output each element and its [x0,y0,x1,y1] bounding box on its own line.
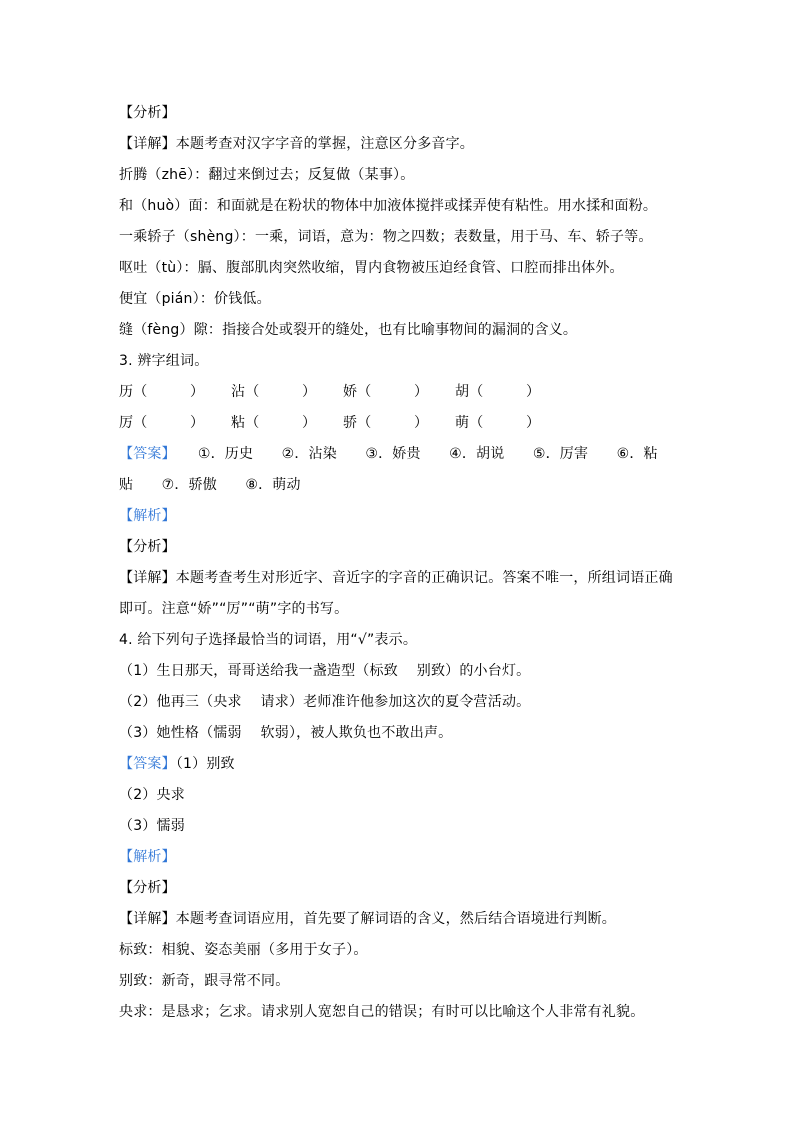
content-area [119,101,679,1031]
q2-analysis-heading: 【分析】 [119,105,176,121]
q4-answer-3: （3）懦弱 [119,818,185,834]
q2-line-5: 便宜（pián）：价钱低。 [119,291,271,307]
q4-def-1: 标致：相貌、姿态美丽（多用于女子）。 [119,942,368,958]
jiexi-label: 【解析】 [119,508,176,524]
q4-def-3: 央求：是恳求；乞求。请求别人宽恕自己的错误；有时可以比喻这个人非常有礼貌。 [119,1004,645,1020]
q2-line-6: 缝（fèng）隙：指接合处或裂开的缝处，也有比喻事物间的漏洞的含义。 [119,322,578,338]
q3-row1-item: 沾（ ） [231,384,317,400]
q3-row1-item: 胡（ ） [455,384,541,400]
q3-row2-item: 萌（ ） [455,415,541,431]
q4-sentence-3: （3）她性格（懦弱 软弱），被人欺负也不敢出声。 [119,725,453,741]
q3-row2-item: 粘（ ） [231,415,317,431]
q3-row1-item: 娇（ ） [343,384,429,400]
q3-row-1 [119,380,679,411]
q2-line-2: 和（huò）面：和面就是在粉状的物体中加液体搅拌或揉弄使有粘性。用水揉和面粉。 [119,198,658,214]
q2-detail: 【详解】本题考查对汉字字音的掌握，注意区分多音字。 [119,136,474,152]
q3-answer [119,442,679,473]
q3-answer-text: ①．历史 ②．沾染 ③．娇贵 ④．胡说 ⑤．厉害 ⑥．粘 [197,446,658,462]
q3-detail-1: 【详解】本题考查考生对形近字、音近字的字音的正确识记。答案不唯一，所组词语正确 [119,570,673,586]
q2-line-4: 呕吐（tù）：膈、腹部肌肉突然收缩，胃内食物被压迫经食管、口腔而排出体外。 [119,260,624,276]
q3-answer-cont: 贴 ⑦．骄傲 ⑧．萌动 [119,477,301,493]
q4-answer-1: （1）别致 [175,756,235,772]
q3-detail-2: 即可。注意“娇”“厉”“萌”字的书写。 [119,601,349,617]
q2-line-1: 折腾（zhē）：翻过来倒过去；反复做（某事）。 [119,167,415,183]
q3-row-2 [119,411,679,442]
q4-sentence-1: （1）生日那天，哥哥送给我一盏造型（标致 别致）的小台灯。 [119,663,531,679]
q3-row2-item: 厉（ ） [119,415,205,431]
answer-label: 【答案】 [119,446,176,462]
q4-detail: 【详解】本题考查词语应用，首先要了解词语的含义，然后结合语境进行判断。 [119,911,616,927]
q2-line-3: 一乘轿子（shèng）：一乘，词语，意为：物之四数；表数量，用于马、车、轿子等。 [119,229,653,245]
jiexi-label: 【解析】 [119,849,176,865]
q3-row1-item: 历（ ） [119,384,205,400]
q4-sentence-2: （2）他再三（央求 请求）老师准许他参加这次的夏令营活动。 [119,694,531,710]
q3-row2-item: 骄（ ） [343,415,429,431]
q3-title: 3. 辨字组词。 [119,353,209,369]
q4-answer [119,752,679,783]
q4-def-2: 别致：新奇，跟寻常不同。 [119,973,290,989]
q4-analysis-heading: 【分析】 [119,880,176,896]
answer-label: 【答案】 [119,756,176,772]
q4-title: 4. 给下列句子选择最恰当的词语，用“√”表示。 [119,632,418,648]
q3-analysis-heading: 【分析】 [119,539,176,555]
q4-answer-2: （2）央求 [119,787,185,803]
